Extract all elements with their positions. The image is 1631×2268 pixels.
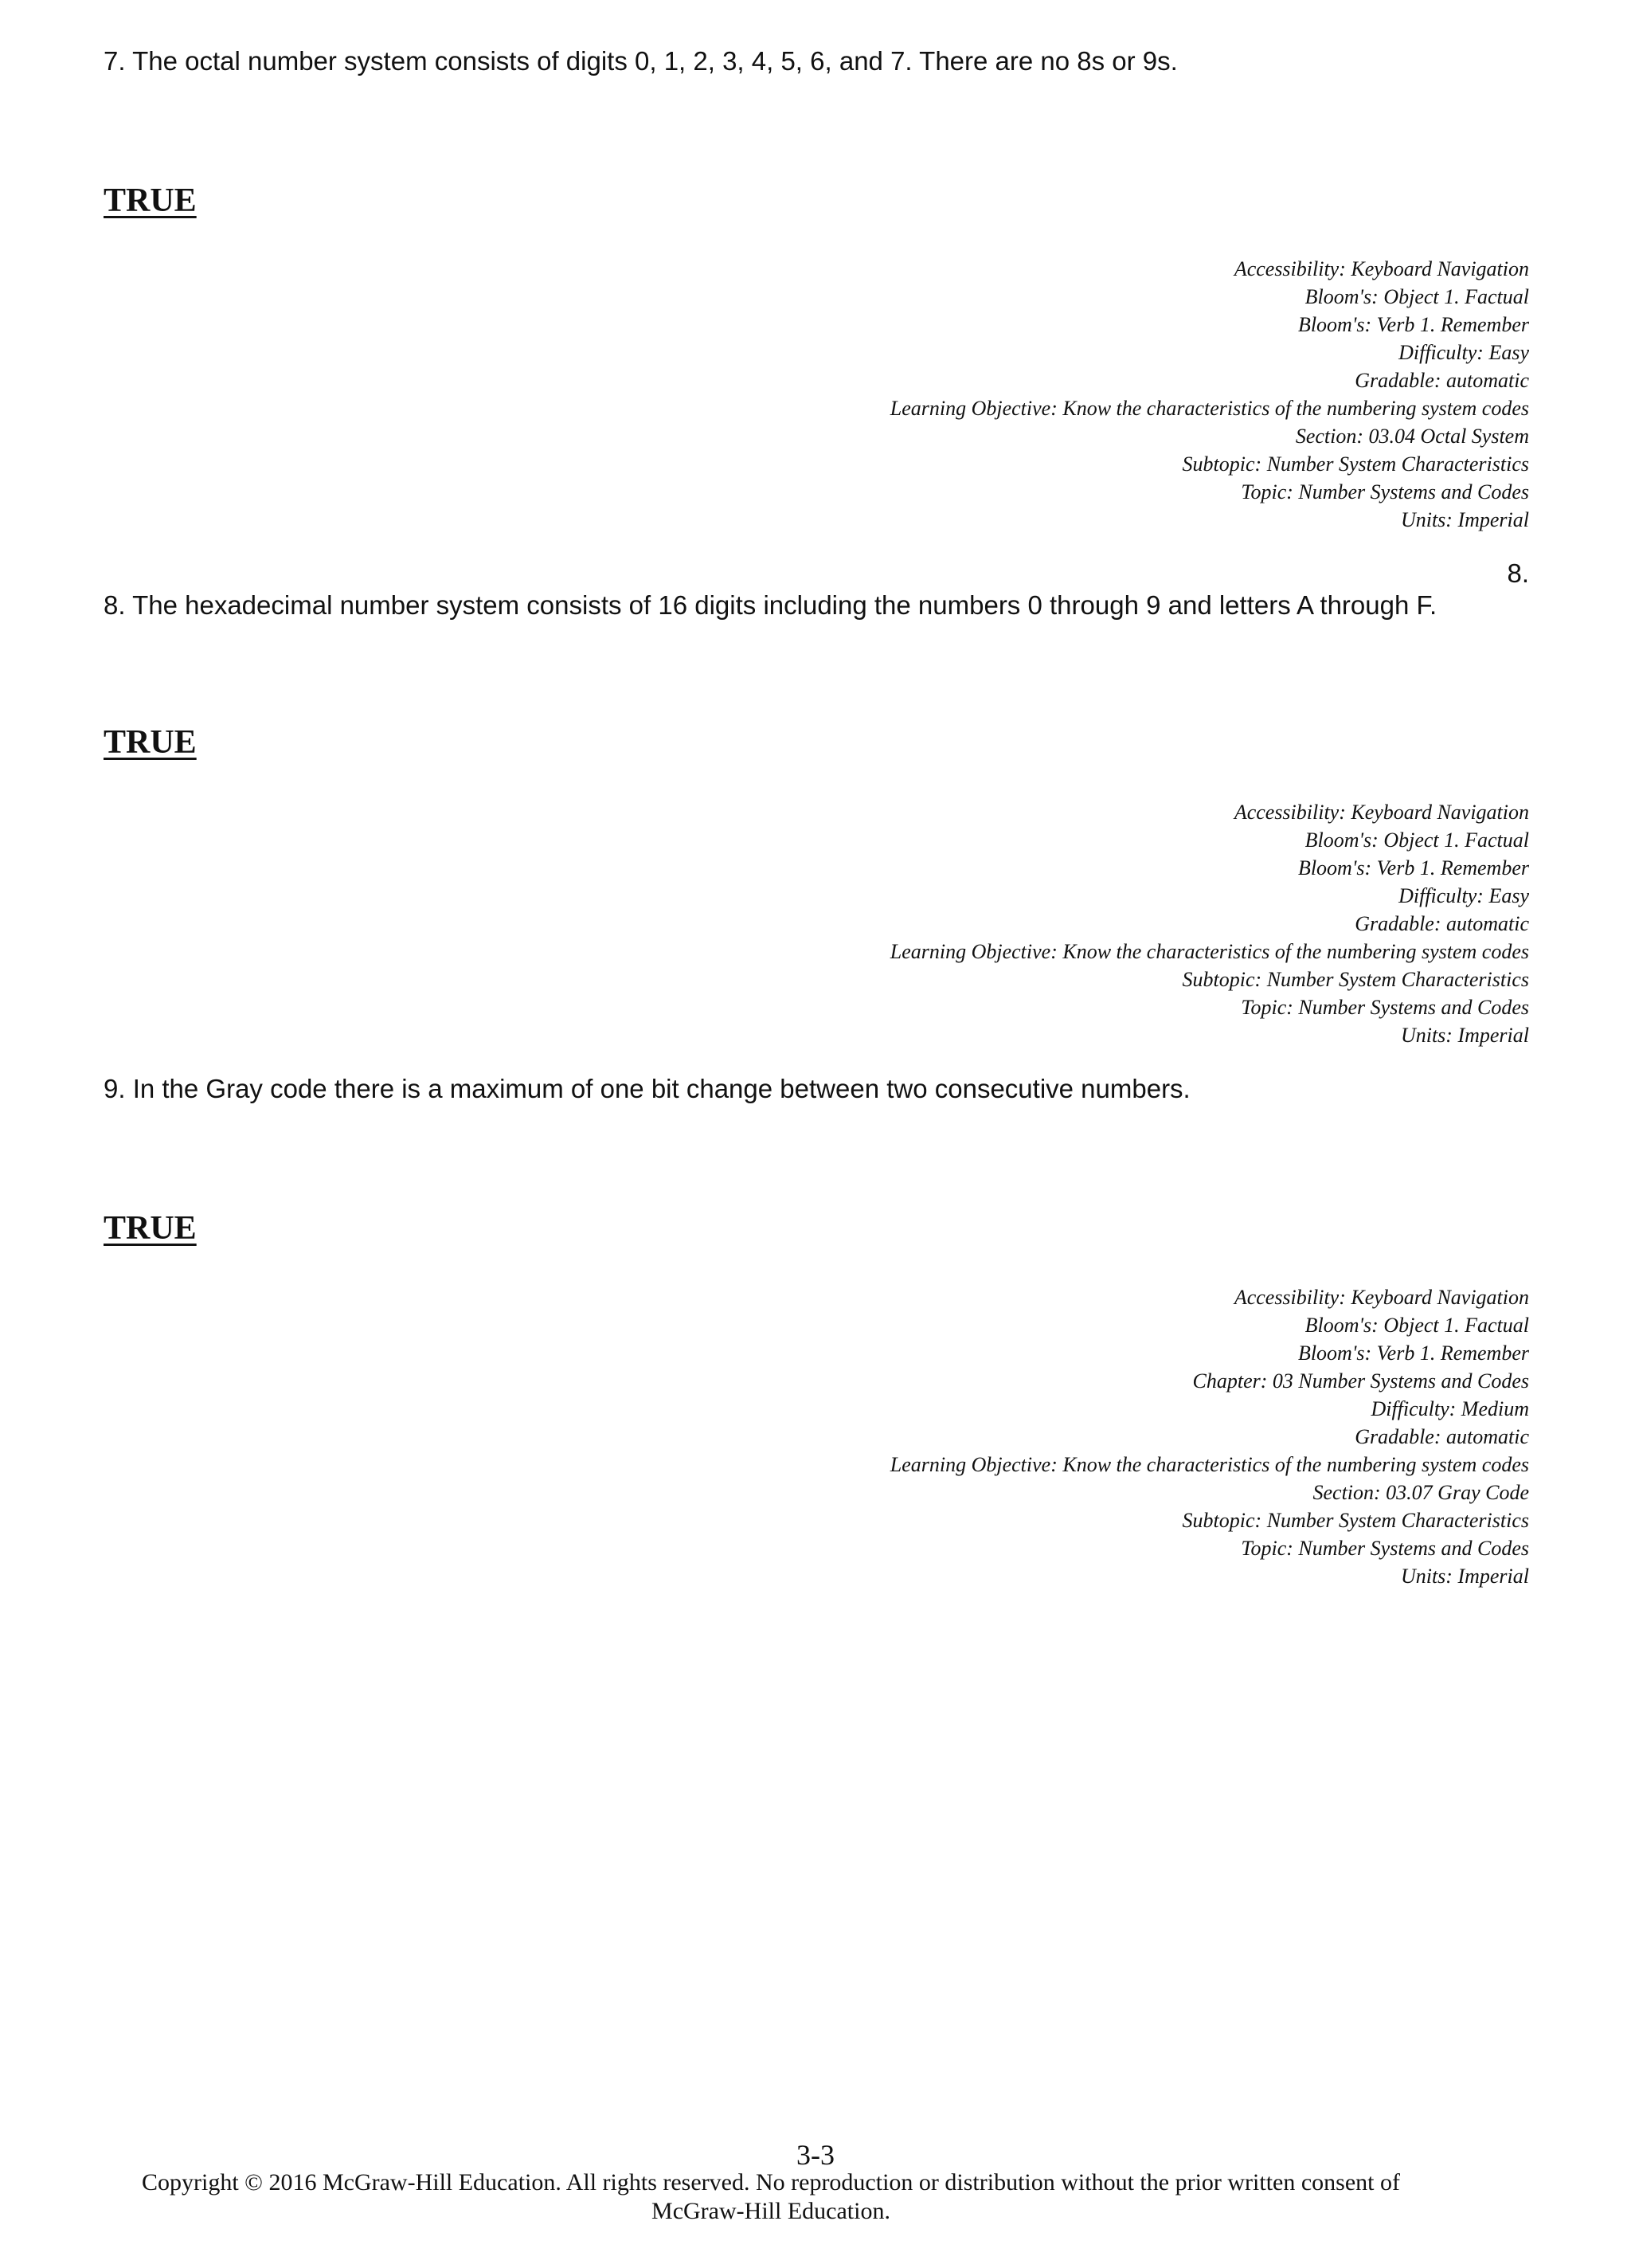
meta-line: Units: Imperial (1400, 1024, 1529, 1047)
meta-line: Bloom's: Object 1. Factual (1304, 828, 1529, 852)
question-8-text: 8. The hexadecimal number system consists of 16 digits including the numbers 0 through 9 and letters A through F. (104, 590, 1437, 620)
meta-line: Difficulty: Easy (1398, 341, 1529, 364)
meta-line: Topic: Number Systems and Codes (1241, 996, 1529, 1019)
meta-line: Difficulty: Medium (1371, 1397, 1529, 1420)
meta-line: Learning Objective: Know the characteristics of the numbering system codes (890, 1453, 1529, 1476)
meta-line: Bloom's: Object 1. Factual (1304, 285, 1529, 308)
question-8-answer: TRUE (104, 724, 197, 761)
copyright-line-2: McGraw-Hill Education. (651, 2198, 890, 2224)
meta-line: Bloom's: Verb 1. Remember (1297, 856, 1529, 879)
meta-line: Bloom's: Verb 1. Remember (1297, 313, 1529, 336)
question-8-marker: 8. (1507, 558, 1529, 588)
copyright-notice (102, 2168, 1440, 2226)
question-9-answer: TRUE (104, 1210, 197, 1247)
meta-line: Gradable: automatic (1355, 1425, 1529, 1448)
meta-line: Gradable: automatic (1355, 369, 1529, 392)
meta-line: Subtopic: Number System Characteristics (1182, 452, 1529, 476)
meta-line: Topic: Number Systems and Codes (1241, 480, 1529, 503)
question-9-text: 9. In the Gray code there is a maximum of one bit change between two consecutive numbers. (104, 1074, 1191, 1103)
meta-line: Bloom's: Object 1. Factual (1304, 1314, 1529, 1337)
meta-line: Gradable: automatic (1355, 912, 1529, 935)
page-number: 3-3 (796, 2139, 835, 2171)
meta-line: Difficulty: Easy (1398, 884, 1529, 907)
meta-line: Accessibility: Keyboard Navigation (1234, 801, 1529, 824)
meta-line: Units: Imperial (1400, 508, 1529, 531)
meta-line: Section: 03.07 Gray Code (1312, 1481, 1529, 1504)
meta-line: Learning Objective: Know the characteristics of the numbering system codes (890, 940, 1529, 963)
question-7-answer: TRUE (104, 182, 197, 219)
question-8-metadata (890, 798, 1529, 1049)
question-7-metadata (890, 255, 1529, 534)
meta-line: Units: Imperial (1400, 1565, 1529, 1588)
copyright-line-1: Copyright © 2016 McGraw-Hill Education. All rights reserved. No reproduction or distribution without the prior written consent of (141, 2169, 1400, 2196)
meta-line: Subtopic: Number System Characteristics (1182, 1509, 1529, 1532)
question-9-metadata (890, 1283, 1529, 1590)
meta-line: Learning Objective: Know the characteristics of the numbering system codes (890, 397, 1529, 420)
meta-line: Accessibility: Keyboard Navigation (1234, 1286, 1529, 1309)
meta-line: Chapter: 03 Number Systems and Codes (1192, 1369, 1529, 1393)
meta-line: Bloom's: Verb 1. Remember (1297, 1342, 1529, 1365)
question-7-text: 7. The octal number system consists of digits 0, 1, 2, 3, 4, 5, 6, and 7. There are no 8s or 9s. (104, 46, 1178, 76)
meta-line: Topic: Number Systems and Codes (1241, 1537, 1529, 1560)
meta-line: Subtopic: Number System Characteristics (1182, 968, 1529, 991)
meta-line: Section: 03.04 Octal System (1295, 425, 1529, 448)
meta-line: Accessibility: Keyboard Navigation (1234, 257, 1529, 280)
